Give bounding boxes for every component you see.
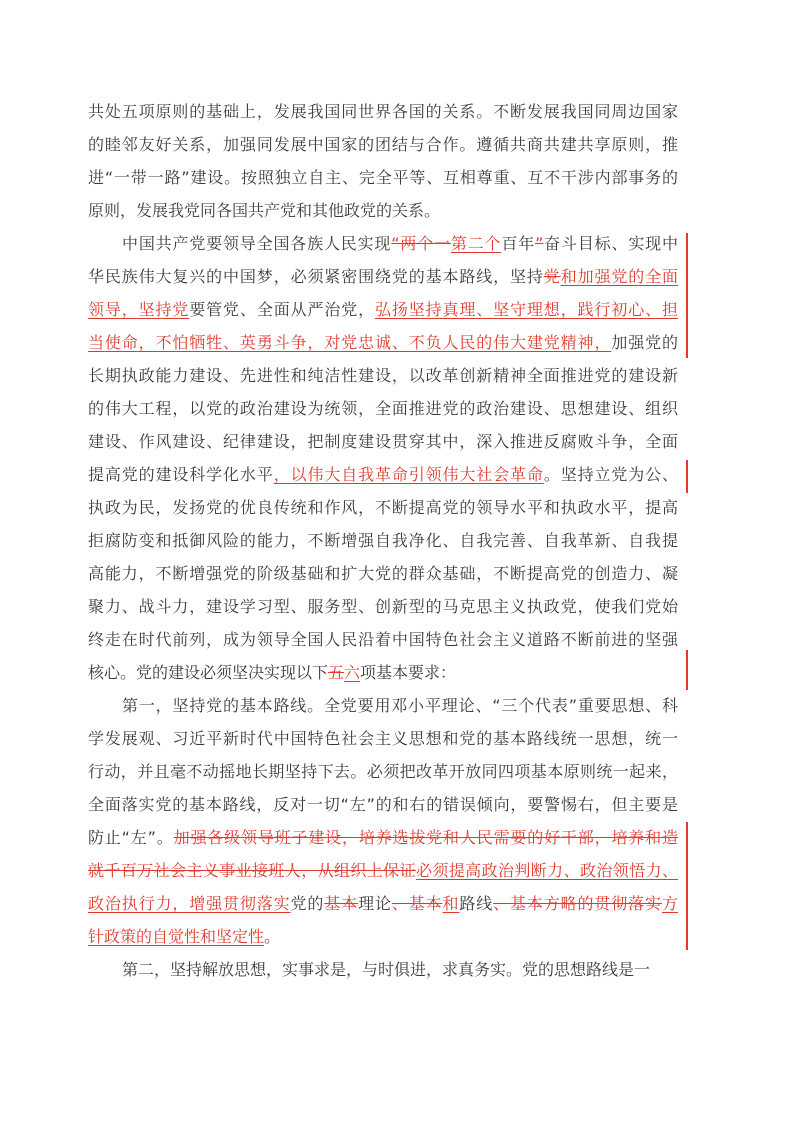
inserted-text: 弘扬坚持真理、坚守理想，践行初心、担 [375, 300, 678, 319]
document-paragraph [88, 227, 678, 689]
text-run: 终走在时代前列，成为领导全国人民沿着中国特色社会主义道路不断前进的坚强 [88, 630, 678, 649]
text-run: 共处五项原则的基础上，发展我国同世界各国的关系。不断发展我国同周边国家 [88, 102, 678, 121]
inserted-text: 当使命，不怕牺牲、英勇斗争，对党忠诚、不负人民的伟大建党精神， [88, 333, 612, 352]
text-line [88, 458, 678, 491]
document-paragraph [88, 953, 678, 986]
text-run: 中国共产党要领导全国各族人民实现 [122, 234, 392, 253]
text-run: 加强党的 [611, 333, 678, 352]
deleted-text: 加强各级领导班子建设，培养选拔党和人民需要的好干部，培养和造 [173, 828, 678, 847]
text-line [88, 722, 678, 755]
text-run: 聚力、战斗力，建设学习型、服务型、创新型的马克思主义执政党，使我们党始 [88, 597, 678, 616]
text-line [88, 623, 678, 656]
text-run: 第一，坚持党的基本路线。全党要用邓小平理论、“三个代表”重要思想、科 [122, 696, 678, 715]
text-line [88, 128, 678, 161]
revision-change-bar [686, 822, 688, 950]
text-line [88, 821, 678, 854]
document-body[interactable] [88, 95, 678, 986]
deleted-text: 、基本 [391, 894, 443, 913]
text-line [88, 656, 678, 689]
inserted-text: 政治执行力，增强贯彻落实 [88, 894, 291, 913]
text-line [88, 161, 678, 194]
document-paragraph [88, 689, 678, 953]
text-run: 长期执政能力建设、先进性和纯洁性建设，以改革创新精神全面推进党的建设新 [88, 366, 678, 385]
text-line [88, 194, 678, 227]
deleted-text: 基本 [324, 894, 359, 913]
text-line [88, 491, 678, 524]
text-run: 。 [264, 927, 281, 946]
text-line [88, 326, 678, 359]
text-run: 原则，发展我党同各国共产党和其他政党的关系。 [88, 201, 441, 220]
text-line [88, 755, 678, 788]
text-run: 行动，并且毫不动摇地长期坚持下去。必须把改革开放同四项基本原则统一起来， [88, 762, 678, 781]
text-line [88, 293, 678, 326]
text-line [88, 227, 678, 260]
inserted-text: 第二个 [450, 234, 502, 253]
text-line [88, 260, 678, 293]
text-run: 。坚持立党为公、 [543, 465, 678, 484]
text-line [88, 95, 678, 128]
inserted-text: 方 [661, 894, 678, 913]
text-line [88, 887, 678, 920]
text-line [88, 524, 678, 557]
deleted-text: 五 [328, 663, 345, 682]
text-run: 路线 [459, 894, 494, 913]
text-run: 华民族伟大复兴的中国梦，必须紧密围绕党的基本路线，坚持 [88, 267, 544, 286]
revision-change-bar [686, 460, 688, 493]
deleted-text: “两个一 [391, 234, 451, 253]
text-run: 高能力，不断增强党的阶级基础和扩大党的群众基础，不断提高党的创造力、凝 [88, 564, 678, 583]
text-run: 执政为民，发扬党的优良传统和作风，不断提高党的领导水平和执政水平，提高 [88, 498, 678, 517]
text-line [88, 425, 678, 458]
text-run: 百年 [501, 234, 536, 253]
text-run: 学发展观、习近平新时代中国特色社会主义思想和党的基本路线统一思想，统一 [88, 729, 678, 748]
deleted-text: 就千百万社会主义事业接班人，从组织上保证 [88, 861, 416, 880]
text-run: 奋斗目标、实现中 [543, 234, 678, 253]
text-line [88, 689, 678, 722]
text-run: 拒腐防变和抵御风险的能力，不断增强自我净化、自我完善、自我革新、自我提 [88, 531, 678, 550]
text-line [88, 392, 678, 425]
revision-change-bar [686, 233, 688, 358]
text-line [88, 788, 678, 821]
inserted-text: 领导，坚持党 [88, 300, 190, 319]
text-run: 全面落实党的基本路线，反对一切“左”的和右的错误倾向，要警惕右，但主要是 [88, 795, 678, 814]
text-run: 项基本要求： [360, 663, 457, 682]
text-line [88, 359, 678, 392]
text-run: 提高党的建设科学化水平 [88, 465, 274, 484]
text-run: 的伟大工程，以党的政治建设为统领，全面推进党的政治建设、思想建设、组织 [88, 399, 678, 418]
inserted-text: 必须提高政治判断力、政治领悟力、 [415, 861, 678, 880]
inserted-text: 和 [442, 894, 460, 913]
text-run: 第二，坚持解放思想，实事求是，与时俱进，求真务实。党的思想路线是一 [122, 960, 651, 979]
inserted-text: ，以伟大自我革命引领伟大社会革命 [273, 465, 544, 484]
text-run: 理论 [358, 894, 392, 913]
document-paragraph [88, 95, 678, 227]
deleted-text: 党 [543, 267, 561, 286]
text-line [88, 920, 678, 953]
deleted-text: 、基本方略的贯彻落实 [493, 894, 662, 913]
text-run: 核心。党的建设必须坚决实现以下 [88, 663, 329, 682]
text-line [88, 557, 678, 590]
text-line [88, 590, 678, 623]
text-run: 防止“左”。 [88, 828, 174, 847]
text-run: 要管党、全面从严治党， [189, 300, 375, 319]
text-line [88, 854, 678, 887]
inserted-text: 针政策的自觉性和坚定性 [88, 927, 265, 946]
deleted-text: ” [535, 234, 544, 253]
inserted-text: 六 [344, 663, 361, 682]
revision-change-bar [686, 650, 688, 690]
text-run: 建设、作风建设、纪律建设，把制度建设贯穿其中，深入推进反腐败斗争，全面 [88, 432, 678, 451]
text-line [88, 953, 678, 986]
text-run: 的睦邻友好关系，加强同发展中国家的团结与合作。遵循共商共建共享原则，推 [88, 135, 678, 154]
text-run: 党的 [290, 894, 325, 913]
inserted-text: 和加强党的全面 [560, 267, 678, 286]
text-run: 进“一带一路”建设。按照独立自主、完全平等、互相尊重、互不干涉内部事务的 [88, 168, 678, 187]
